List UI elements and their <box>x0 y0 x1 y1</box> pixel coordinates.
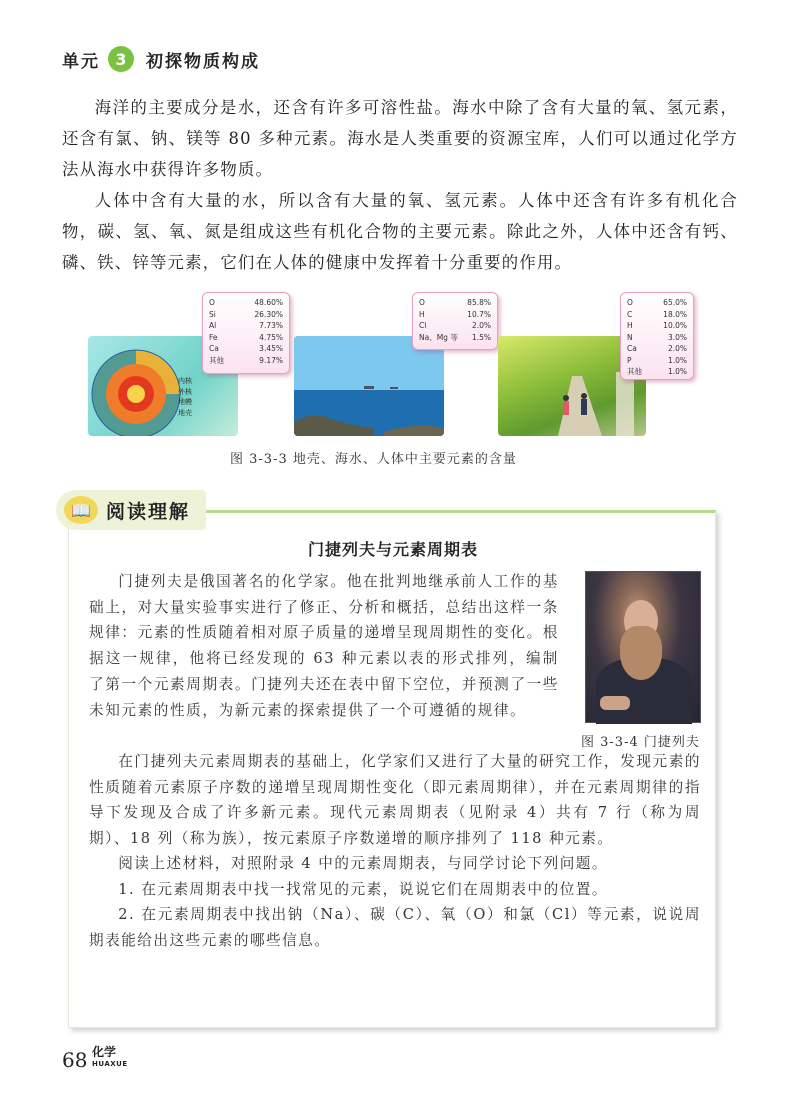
table-row: O 65.0% <box>627 298 687 307</box>
subject-english: HUAXUE <box>92 1060 128 1068</box>
table-row: C 18.0% <box>627 309 687 319</box>
table-row: Na、Mg 等 1.5% <box>419 332 491 342</box>
table-row: Cl 2.0% <box>419 321 491 330</box>
reading-text-top <box>89 569 559 723</box>
unit-title: 初探物质构成 <box>146 51 260 72</box>
reading-paragraph-2: 在门捷列夫元素周期表的基础上，化学家们又进行了大量的研究工作，发现元素的性质随着元素原子序数的递增呈现周期性变化（即元素周期律），并在元素周期律的指导下发现及合成了许多新元素。现代元素周期表（见附录 4）共有 7 行（称为周期）、18 列（称为族），按元素原子序数递增的顺序排列了 118 种元素。 <box>89 753 701 847</box>
table-row: Al 7.73% <box>209 321 283 330</box>
page-number: 68 <box>62 1048 88 1072</box>
table-row: 其他 9.17% <box>209 355 283 365</box>
layer-label: 外核 <box>178 387 192 396</box>
layer-label: 地壳 <box>178 408 192 417</box>
intro-paragraph-2: 人体中含有大量的水，所以含有大量的氧、氢元素。人体中还含有许多有机化合物，碳、氢、氧、氮是组成这些有机化合物的主要元素。除此之外，人体中还含有钙、磷、铁、锌等元素，它们在人体的健康中发挥着十分重要的作用。 <box>62 191 738 272</box>
reading-text-bottom <box>89 749 701 953</box>
mendeleev-portrait <box>585 571 701 723</box>
book-reader-icon: 📖 <box>64 496 98 524</box>
layer-label: 地幔 <box>178 398 192 406</box>
table-row: Si 26.30% <box>209 309 283 319</box>
seawater-photo <box>294 336 444 436</box>
table-row: Ca 2.0% <box>627 344 687 353</box>
intro-text <box>62 92 738 278</box>
table-row: Ca 3.45% <box>209 344 283 353</box>
earth-crust-table <box>202 292 290 374</box>
intro-paragraph-1: 海洋的主要成分是水，还含有许多可溶性盐。海水中除了含有大量的氧、氢元素，还含有氯、钠、镁等 80 多种元素。海水是人类重要的资源宝库，人们可以通过化学方法从海水中获得许多物质。 <box>62 98 738 179</box>
table-row: H 10.7% <box>419 309 491 319</box>
element-content-figure <box>86 292 686 442</box>
question-2: 2. 在元素周期表中找出钠（Na）、碳（C）、氧（O）和氯（Cl）等元素，说说周期表能给出这些元素的哪些信息。 <box>89 906 701 949</box>
table-row: 其他 1.0% <box>627 367 687 376</box>
subject-name: 化学 <box>92 1045 117 1059</box>
subject-label <box>92 1046 128 1070</box>
unit-header <box>62 46 260 72</box>
layer-label: 内核 <box>178 377 192 385</box>
question-1: 1. 在元素周期表中找一找常见的元素，说说它们在周期表中的位置。 <box>118 880 608 898</box>
reading-tab <box>56 490 206 530</box>
table-row: N 3.0% <box>627 332 687 342</box>
reading-title: 门捷列夫与元素周期表 <box>307 540 478 559</box>
figure-caption: 图 3-3-3 地壳、海水、人体中主要元素的含量 <box>230 452 517 467</box>
table-row: Fe 4.75% <box>209 332 283 342</box>
reading-tab-label: 阅读理解 <box>106 500 191 523</box>
table-row: O 85.8% <box>419 298 491 307</box>
portrait-caption: 图 3-3-4 门捷列夫 <box>581 735 700 750</box>
earth-layer-labels <box>178 376 192 418</box>
reading-paragraph-1: 门捷列夫是俄国著名的化学家。他在批判地继承前人工作的基础上，对大量实验事实进行了修正、分析和概括，总结出这样一条规律：元素的性质随着相对原子质量的递增呈现周期性的变化。根据这一规律，他将已经发现的 63 种元素以表的形式排列，编制了第一个元素周期表。门捷列夫还在表中留下空位，并预测了一些未知元素的性质，为新元素的探索提供了一个可遵循的规律。 <box>89 573 559 719</box>
human-body-table <box>620 292 694 380</box>
table-row: O 48.60% <box>209 298 283 307</box>
table-row: P 1.0% <box>627 355 687 365</box>
seawater-table <box>412 292 498 350</box>
reading-paragraph-3: 阅读上述材料，对照附录 4 中的元素周期表，与同学讨论下列问题。 <box>118 855 608 872</box>
reading-box <box>68 510 716 1028</box>
unit-label: 单元 <box>62 51 100 72</box>
unit-number-badge: 3 <box>108 46 134 72</box>
table-row: H 10.0% <box>627 321 687 330</box>
